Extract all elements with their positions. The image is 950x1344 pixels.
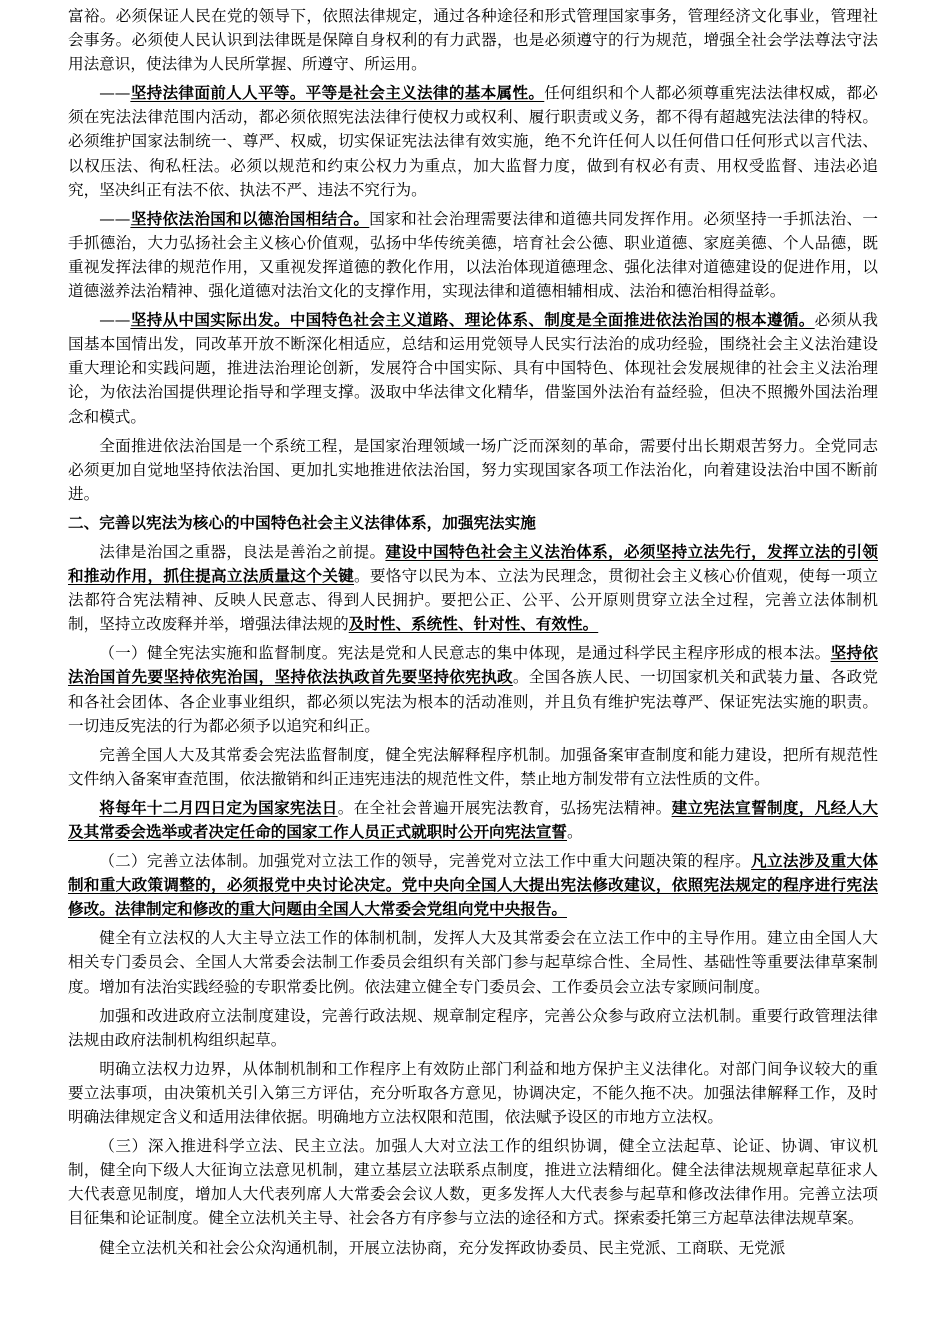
- paragraph-p10: [68, 926, 878, 998]
- paragraph-p8: [68, 796, 878, 844]
- emphasized-text: 凡立法涉及重大体制和重大政策调整的，必须报党中央讨论决定。党中央向全国人大提出宪法修改建议，依照宪法规定的程序进行宪法修改。法律制定和修改的重大问题由全国人大常委会党组向党中央报告。: [68, 851, 878, 919]
- text-run: 完善全国人大及其常委会宪法监督制度，健全宪法解释程序机制。加强备案审查制度和能力建设，把所有规范性文件纳入备案审查范围，依法撤销和纠正违宪违法的规范性文件，禁止地方制发带有立法性质的文件。: [68, 745, 878, 788]
- text-run: 富裕。必须保证人民在党的领导下，依照法律规定，通过各种途径和形式管理国家事务，管理经济文化事业，管理社会事务。必须使人民认识到法律既是保障自身权利的有力武器，也是必须遵守的行为规范，增强全社会学法尊法守法用法意识，使法律为人民所掌握、所遵守、所运用。: [68, 7, 878, 74]
- text-run: 明确立法权力边界，从体制机制和工作程序上有效防止部门利益和地方保护主义法律化。对部门间争议较大的重要立法事项，由决策机关引入第三方评估，充分听取各方意见，协调决定，不能久拖不决。加强法律解释工作，及时明确法律规定含义和适用法律依据。明确地方立法权限和范围，依法赋予设区的市地方立法权。: [68, 1059, 878, 1127]
- text-run: 任何组织和个人都必须尊重宪法法律权威，都必须在宪法法律范围内活动，都必须依照宪法法律行使权力或权利、履行职责或义务，都不得有超越宪法法律的特权。必须维护国家法制统一、尊严、权威，切实保证宪法法律有效实施，绝不允许任何人以任何借口任何形式以言代法、以权压法、徇私枉法。必须以规范和约束公权力为重点，加大监督力度，做到有权必有责、用权受监督、违法必追究，坚决纠正有法不依、执法不严、违法不究行为。: [68, 84, 878, 199]
- text-run: 必须从我国基本国情出发，同改革开放不断深化相适应，总结和运用党领导人民实行法治的成功经验，围绕社会主义法治建设重大理论和实践问题，推进法治理论创新，发展符合中国实际、具有中国特色、体现社会发展规律的社会主义法治理论，为依法治国提供理论指导和学理支撑。汲取中华法律文化精华，借鉴国外法治有益经验，但决不照搬外国法治理念和模式。: [68, 311, 878, 426]
- text-run: （三）深入推进科学立法、民主立法。加强人大对立法工作的组织协调，健全立法起草、论证、协调、审议机制，健全向下级人大征询立法意见机制，建立基层立法联系点制度，推进立法精细化。健全法律法规规章起草征求人大代表意见制度，增加人大代表列席人大常委会会议人数，更多发挥人大代表参与起草和修改法律作用。完善立法项目征集和论证制度。健全立法机关主导、社会各方有序参与立法的途径和方式。探索委托第三方起草法律法规草案。: [68, 1137, 878, 1228]
- paragraph-p0: [68, 4, 878, 76]
- text-run: 国家和社会治理需要法律和道德共同发挥作用。必须坚持一手抓法治、一手抓德治，大力弘扬社会主义核心价值观，弘扬中华传统美德，培育社会公德、职业道德、家庭美德、个人品德，既重视发挥法律的规范作用，又重视发挥道德的教化作用，以法治体现道德理念、强化法律对道德建设的促进作用，以道德滋养法治精神、强化道德对法治文化的支撑作用，实现法律和道德相辅相成、法治和德治相得益彰。: [68, 209, 878, 301]
- emphasized-text: 建立宪法宣誓制度，凡经人大及其常委会选举或者决定任命的国家工作人员正式就职时公开向宪法宣誓: [68, 797, 878, 841]
- paragraph-p14: [68, 1236, 878, 1260]
- text-run: （一）健全宪法实施和监督制度。宪法是党和人民意志的集中体现，是通过科学民主程序形成的根本法。: [99, 644, 831, 663]
- text-run: 法律是治国之重器，良法是善治之前提。: [99, 542, 386, 561]
- text-run: 健全有立法权的人大主导立法工作的体制机制，发挥人大及其常委会在立法工作中的主导作用。建立由全国人大相关专门委员会、全国人大常委会法制工作委员会组织有关部门参与起草综合性、全局性、基础性等重要法律草案制度。增加有法治实践经验的专职常委比例。依法建立健全专门委员会、工作委员会立法专家顾问制度。: [68, 929, 878, 996]
- paragraph-p9: [68, 849, 878, 921]
- text-run: （二）完善立法体制。加强党对立法工作的领导，完善党对立法工作中重大问题决策的程序。: [99, 852, 752, 871]
- text-run: 。要恪守以民为本、立法为民理念，贯彻社会主义核心价值观，使每一项立法都符合宪法精神、反映人民意志、得到人民拥护。要把公正、公平、公开原则贯穿立法全过程，完善立法体制机制，坚持立改废释并举，增强法律法规的: [68, 567, 878, 634]
- paragraph-p3: [68, 308, 878, 428]
- paragraph-p13: [68, 1134, 878, 1230]
- paragraph-p7: [68, 743, 878, 791]
- paragraph-p11: [68, 1004, 878, 1052]
- paragraph-p6: [68, 641, 878, 737]
- paragraph-p4: [68, 434, 878, 506]
- text-run: 。: [567, 823, 583, 841]
- text-run: 加强和改进政府立法制度建设，完善行政法规、规章制定程序，完善公众参与政府立法机制。重要行政管理法律法规由政府法制机构组织起草。: [68, 1006, 878, 1049]
- text-run: 健全立法机关和社会公众沟通机制，开展立法协商，充分发挥政协委员、民主党派、工商联、无党派: [99, 1238, 786, 1257]
- emphasized-text: 及时性、系统性、针对性、有效性。: [348, 614, 599, 634]
- paragraph-p12: [68, 1057, 878, 1129]
- text-run: 。全国各族人民、一切国家机关和武装力量、各政党和各社会团体、各企业事业组织，都必须以宪法为根本的活动准则，并且负有维护宪法尊严、保证宪法实施的职责。一切违反宪法的行为都必须予以追究和纠正。: [68, 668, 878, 735]
- text-run: ——: [99, 209, 131, 228]
- text-run: ——: [99, 311, 131, 330]
- text-run: 全面推进依法治国是一个系统工程，是国家治理领域一场广泛而深刻的革命，需要付出长期艰苦努力。全党同志必须更加自觉地坚持依法治国、更加扎实地推进依法治国，努力实现国家各项工作法治化，向着建设法治中国不断前进。: [68, 436, 878, 503]
- emphasized-text: 坚持依法治国和以德治国相结合。: [130, 208, 370, 228]
- text-run: 二、完善以宪法为核心的中国特色社会主义法律体系，加强宪法实施: [68, 512, 536, 532]
- text-run: ——: [99, 84, 131, 103]
- paragraph-p1: [68, 81, 878, 201]
- emphasized-text: 坚持依法治国首先要坚持依宪治国，坚持依法执政首先要坚持依宪执政: [68, 643, 878, 687]
- text-run: 。在全社会普遍开展宪法教育，弘扬宪法精神。: [337, 798, 672, 817]
- section-heading: [68, 511, 878, 535]
- emphasized-text: 坚持法律面前人人平等。平等是社会主义法律的基本属性。: [130, 83, 545, 103]
- emphasized-text: 将每年十二月四日定为国家宪法日: [99, 797, 338, 817]
- emphasized-text: 坚持从中国实际出发。中国特色社会主义道路、理论体系、制度是全面推进依法治国的根本遵循。: [130, 310, 815, 330]
- emphasized-text: 建设中国特色社会主义法治体系，必须坚持立法先行，发挥立法的引领和推动作用，抓住提高立法质量这个关键: [68, 541, 878, 586]
- paragraph-p5: [68, 540, 878, 636]
- paragraph-p2: [68, 207, 878, 303]
